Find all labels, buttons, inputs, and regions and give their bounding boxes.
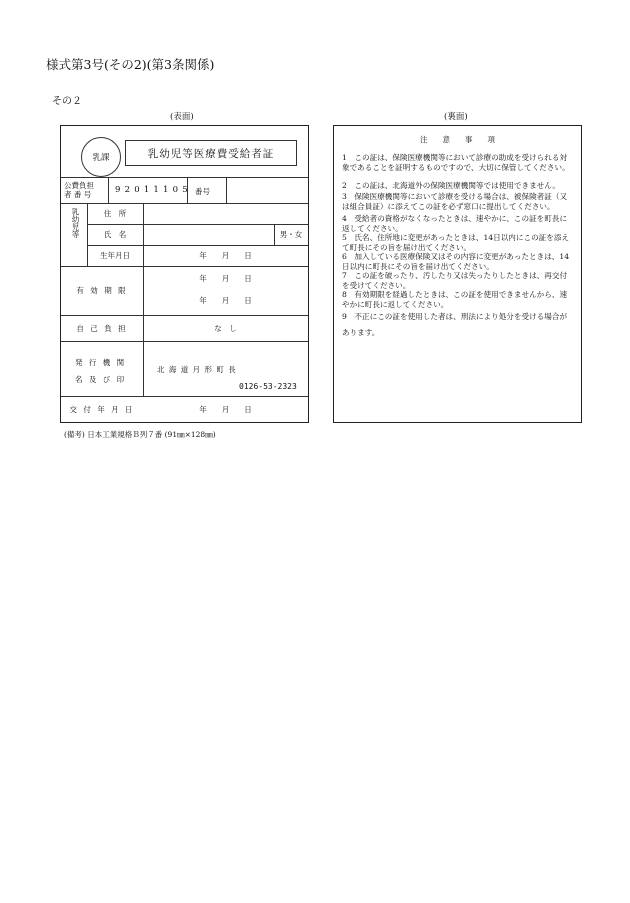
seal-text: 乳課	[92, 153, 110, 163]
back-card	[333, 125, 582, 423]
form-subheading: その２	[52, 96, 82, 107]
notice-item: 6 加入している医療保険又はその内容に変更があったときは、14日以内に町長にその旨を届け出てください。	[342, 252, 570, 271]
issuer-label: 発 行 機 関 名 及 び 印	[75, 358, 127, 384]
front-card	[60, 125, 309, 423]
front-caption: (表面)	[170, 112, 194, 122]
issue-date-label: 交 付 年 月 日	[69, 404, 135, 414]
notice-item: 8 有効期限を経過したときは、この証を使用できませんから、速やかに町長に返してください。	[342, 290, 568, 309]
sex-field: 男・女	[279, 230, 303, 239]
birthdate-value: 年 月 日	[199, 251, 252, 260]
issuer-name: 北 海 道 月 形 町 長	[157, 365, 237, 374]
valid-from: 年 月 日	[199, 273, 252, 283]
recipient-number-label: 番号	[195, 187, 210, 196]
name-label: 氏 名	[103, 230, 127, 239]
form-heading: 様式第3号(その2)(第3条関係)	[46, 57, 215, 72]
notice-item: 2 この証は、北海道外の保険医療機関等では使用できません。	[342, 181, 560, 190]
seal-circle	[81, 137, 121, 177]
notice-title: 注 意 事 項	[420, 135, 495, 144]
notice-item: 4 受給者の資格がなくなったときは、速やかに、この証を町長に返してください。	[342, 214, 568, 233]
notice-item: 7 この証を破ったり、汚したり又は失ったりしたときは、再交付を受けてください。	[342, 271, 568, 290]
payer-number-value: 92011105	[115, 185, 192, 195]
notice-item: 1 この証は、保険医療機関等において診療の助成を受けられる対象であることを証明するものですので、大切に保管してください。	[342, 153, 570, 172]
validity-label: 有 効 期 限	[76, 286, 128, 295]
issue-date-value: 年 月 日	[199, 404, 252, 414]
card-title: 乳幼児等医療費受給者証	[147, 147, 275, 160]
birthdate-label: 生年月日	[100, 251, 130, 260]
patient-label: 乳幼児等	[71, 208, 80, 238]
issuer-phone: 0126-53-2323	[239, 382, 297, 391]
card-title-box	[125, 140, 297, 166]
copay-label: 自 己 負 担	[76, 323, 128, 333]
valid-to: 年 月 日	[199, 295, 252, 305]
notice-item: 9 不正にこの証を使用した者は、刑法により処分を受ける場合があります。	[342, 312, 568, 337]
copay-value: な し	[214, 323, 237, 333]
footnote: (備考) 日本工業規格Ｂ列７番 (91㎜×128㎜)	[64, 430, 216, 439]
payer-number-label: 公費負担 者 番 号	[64, 181, 94, 199]
address-label: 住 所	[103, 209, 127, 218]
notice-item: 3 保険医療機関等において診療を受ける場合は、被保険者証（又は組合員証）に添えてこの証を必ず窓口に提出してください。	[342, 192, 568, 211]
back-caption: (裏面)	[444, 112, 468, 122]
notice-item: 5 氏名、住所地に変更があったときは、14日以内にこの証を添えて町長にその旨を届け出てください。	[342, 233, 570, 252]
